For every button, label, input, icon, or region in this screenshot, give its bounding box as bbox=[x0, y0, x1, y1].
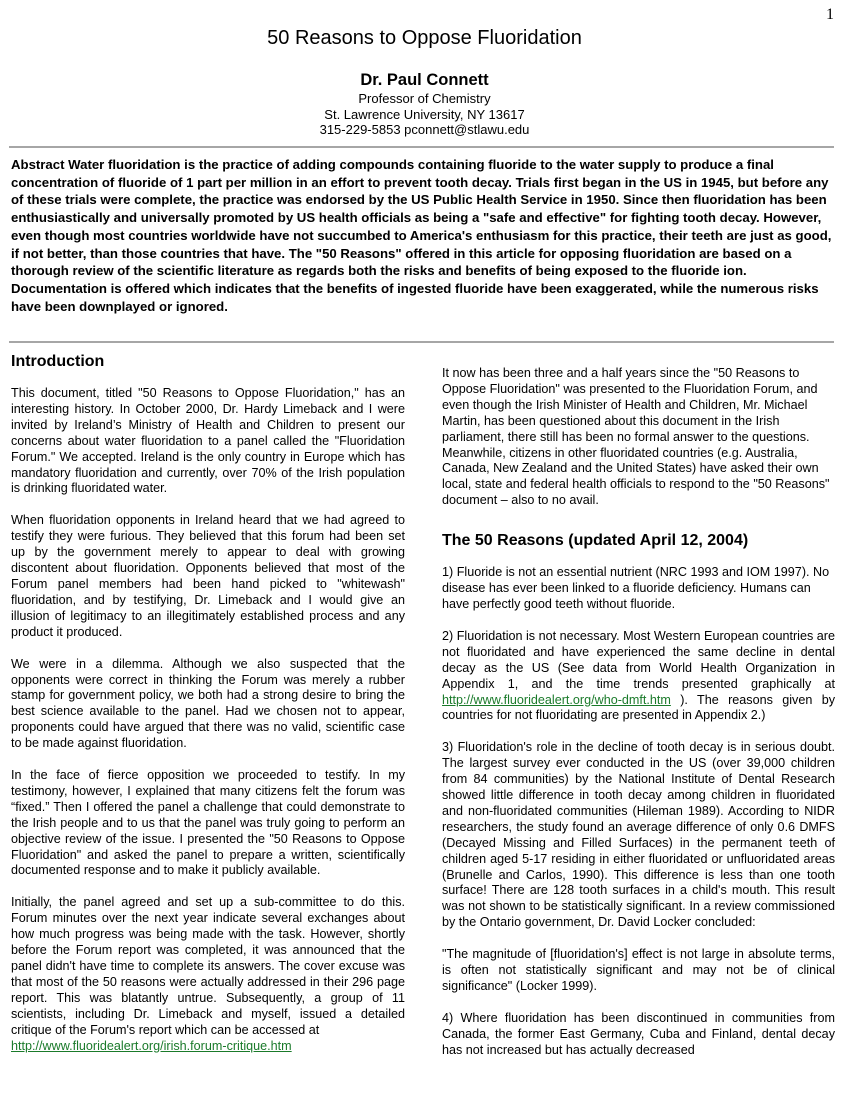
author-contact: 315-229-5853 pconnett@stlawu.edu bbox=[319, 122, 530, 137]
intro-paragraph: We were in a dilemma. Although we also suspected that the opponents were correct in thinking the Forum was merely a rubber stamp for government policy, we both had a strong desire to bring the best science available to the panel. Had we chosen not to appear, proponents could have argued that there was no valid, scientific case to be made against fluoridation. bbox=[11, 656, 405, 751]
abstract: Abstract Water fluoridation is the practice of adding compounds containing fluoride to the water supply to produce a final concentration of fluoride of 1 part per million in an effort to prevent tooth decay. Trials first began in the US in 1945, but before any of these trials were complete, the practice was endorsed by the US Public Health Service in 1950. Since then fluoridation has been enthusiastically and universally promoted by US health officials as being a "safe and effective" for fighting tooth decay. However, even though most countries worldwide have not succumbed to America's enthusiasm for this practice, their teeth are just as good, if not better, than those countries that have. The "50 Reasons" offered in this article for opposing fluoridation are based on a thorough review of the scientific literature as regards both the risks and benefits of being exposed to the fluoride ion. Documentation is offered which indicates that the benefits of ingested fluoride have been exaggerated, while the numerous risks have been downplayed or ignored. bbox=[11, 157, 832, 314]
who-dmft-link[interactable]: http://www.fluoridealert.org/who-dmft.htm bbox=[442, 692, 671, 707]
followup-paragraph: It now has been three and a half years since the "50 Reasons to Oppose Fluoridation" was presented to the Fluoridation Forum, and even though the Irish Minister of Health and Children, Mr. Michael Martin, has been questioned about this document in the Irish parliament, there still has been no formal answer to the questions. Meanwhile, citizens in other fluoridated countries (e.g. Australia, Canada, New Zealand and the United States) have asked their own local, state and federal health officials to respond to the "50 Reasons" document – also to no avail. bbox=[442, 366, 830, 508]
page-number: 1 bbox=[826, 6, 834, 23]
introduction-heading: Introduction bbox=[11, 353, 105, 370]
intro-paragraph: This document, titled "50 Reasons to Oppose Fluoridation," has an interesting history. In October 2000, Dr. Hardy Limeback and I were invited by Ireland’s Ministry of Health and Children to present our concerns about water fluoridation to a panel called the "Fluoridation Forum." We accepted. Ireland is the only country in Europe which has mandatory fluoridation and currently, over 70% of the Irish population is drinking fluoridated water. bbox=[11, 386, 405, 496]
author-position: Professor of Chemistry bbox=[358, 91, 491, 106]
reason-4: 4) Where fluoridation has been discontinued in communities from Canada, the former East Germany, Cuba and Finland, dental decay has not increased but has actually decreased bbox=[442, 1010, 835, 1057]
document-title: 50 Reasons to Oppose Fluoridation bbox=[267, 27, 582, 49]
reason-3: 3) Fluoridation's role in the decline of tooth decay is in serious doubt. The largest survey ever conducted in the US (over 39,000 children from 84 communities) by the National Institute of Dental Research showed little difference in tooth decay among children in fluoridated and non-fluoridated communities (Hileman 1989). According to NIDR researchers, the study found an average difference of only 0.6 DMFS (Decayed Missing and Filled Surfaces) in the permanent teeth of children aged 5-17 residing in either fluoridated or unfluoridated areas (Brunelle and Carlos, 1990). This difference is less than one tooth surface! There are 128 tooth surfaces in a child's mouth. This result was not shown to be statistically significant. In a review commissioned by the Ontario government, Dr. David Locker concluded: bbox=[442, 740, 835, 930]
reason-2 bbox=[442, 629, 835, 724]
abstract-divider bbox=[9, 341, 834, 343]
reasons-heading: The 50 Reasons (updated April 12, 2004) bbox=[442, 532, 749, 550]
right-column bbox=[442, 366, 835, 1075]
intro-paragraph-last bbox=[11, 895, 405, 1054]
forum-critique-link[interactable]: http://www.fluoridealert.org/irish.forum-critique.htm bbox=[11, 1038, 292, 1053]
locker-quote: "The magnitude of [fluoridation's] effect is not large in absolute terms, is often not statistically significant and may not be of clinical significance" (Locker 1999). bbox=[442, 947, 835, 993]
reason-1: 1) Fluoride is not an essential nutrient (NRC 1993 and IOM 1997). No disease has ever been linked to a fluoride deficiency. Humans can have perfectly good teeth without fluoride. bbox=[442, 565, 830, 611]
intro-paragraph: In the face of fierce opposition we proceeded to testify. In my testimony, however, I explained that many citizens felt the forum was “fixed.” Then I offered the panel a challenge that could demonstrate to the Irish people and to us that the panel was truly going to perform an objective review of the issue. I presented the "50 Reasons to Oppose Fluoridation" and asked the panel to prepare a written, scientifically documented response and to make it publicly available. bbox=[11, 768, 405, 878]
author-affiliation bbox=[0, 91, 849, 138]
header-divider bbox=[9, 146, 834, 148]
intro-paragraph-text: Initially, the panel agreed and set up a sub-committee to do this. Forum minutes over the next year indicate several exchanges about how much progress was being made with the task. However, shortly before the Forum report was completed, it was announced that the panel didn't have time to complete its answers. The cover excuse was that most of the 50 reasons were actually addressed in their 296 page report. This was blatantly untrue. Subsequently, a group of 11 scientists, including Dr. Limeback and myself, issued a detailed critique of the Forum's report which can be accessed at bbox=[11, 895, 405, 1037]
reason-2-text-end: ). The reasons given by countries for not fluoridating are presented in Appendix 2.) bbox=[442, 692, 835, 723]
intro-paragraph: When fluoridation opponents in Ireland heard that we had agreed to testify they were furious. They believed that this forum had been set up by the government merely to appear to deal with growing discontent about fluoridation. Opponents believed that most of the Forum panel members had been hand picked to "whitewash" fluoridation, and by testifying, Dr. Limeback and I would give an illusion of legitimacy to an illegitimately established process and any product it produced. bbox=[11, 513, 405, 639]
author-institution: St. Lawrence University, NY 13617 bbox=[324, 106, 525, 122]
left-column bbox=[11, 352, 405, 1070]
author-name: Dr. Paul Connett bbox=[360, 71, 489, 89]
reason-2-text: 2) Fluoridation is not necessary. Most Western European countries are not fluoridated and have experienced the same decline in dental decay as the US (See data from World Health Organization in Appendix 1, and the time trends presented graphically at bbox=[442, 628, 835, 691]
